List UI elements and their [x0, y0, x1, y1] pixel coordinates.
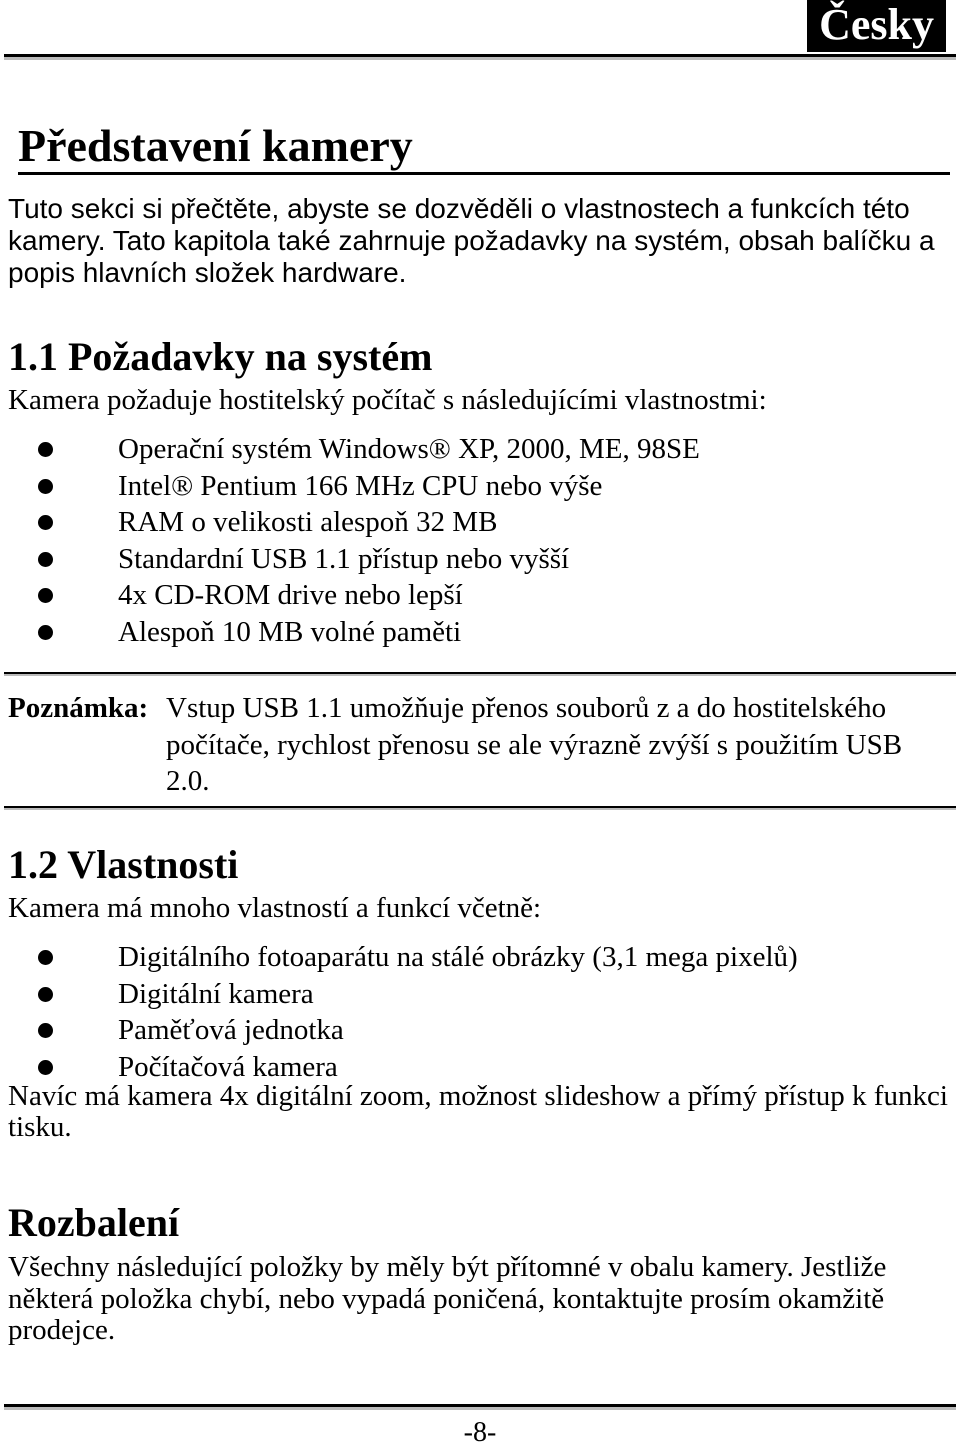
feature-text: Paměťová jednotka: [118, 1014, 344, 1046]
features-heading: 1.2 Vlastnosti: [8, 842, 239, 887]
features-list: [8, 939, 950, 1085]
feature-text: Digitálního fotoaparátu na stálé obrázky (3,1 mega pixelů): [118, 941, 798, 973]
unpacking-section: [8, 1200, 950, 1347]
requirements-list: [8, 431, 950, 650]
bullet-icon: [38, 442, 53, 457]
language-badge: Česky: [807, 0, 946, 52]
requirement-text: RAM o velikosti alespoň 32 MB: [118, 506, 498, 538]
list-item: [8, 504, 950, 541]
features-lead: Kamera má mnoho vlastností a funkcí včetně:: [8, 892, 542, 924]
list-item: [8, 577, 950, 614]
bullet-icon: [38, 625, 53, 640]
requirement-text: Operační systém Windows® XP, 2000, ME, 98SE: [118, 433, 700, 465]
bullet-icon: [38, 1023, 53, 1038]
requirements-section: [8, 334, 950, 650]
note-label: Poznámka:: [8, 692, 149, 724]
feature-text: Počítačová kamera: [118, 1050, 338, 1083]
bullet-icon: [38, 479, 53, 494]
list-item: [8, 541, 950, 578]
requirement-text: 4x CD-ROM drive nebo lepší: [118, 579, 463, 611]
features-extra: Navíc má kamera 4x digitální zoom, možnost slideshow a přímý přístup k funkci tisku.: [8, 1080, 948, 1143]
header-rule: [4, 54, 956, 57]
list-item: [8, 1012, 950, 1049]
unpacking-title: Rozbalení: [8, 1200, 180, 1245]
bullet-icon: [38, 588, 53, 603]
note-text: Vstup USB 1.1 umožňuje přenos souborů z a do hostitelského počítače, rychlost přenosu se ale výrazně zvýší s použitím USB 2.0.: [166, 692, 903, 797]
list-item: [8, 976, 950, 1013]
requirement-text: Standardní USB 1.1 přístup nebo vyšší: [118, 542, 570, 575]
requirement-text: Alespoň 10 MB volné paměti: [118, 615, 462, 648]
bullet-icon: [38, 515, 53, 530]
bullet-icon: [38, 987, 53, 1002]
intro-paragraph: Tuto sekci si přečtěte, abyste se dozvěděli o vlastnostech a funkcích této kamery. Tato kapitola také zahrnuje požadavky na systém, obsah balíčku a popis hlavních složek hardware.: [8, 193, 935, 288]
requirement-text: Intel® Pentium 166 MHz CPU nebo výše: [118, 469, 603, 502]
list-item: [8, 468, 950, 505]
bullet-icon: [38, 552, 53, 567]
requirements-heading: 1.1 Požadavky na systém: [8, 334, 433, 379]
bullet-icon: [38, 1060, 53, 1075]
unpacking-paragraph: Všechny následující položky by měly být přítomné v obalu kamery. Jestliže některá položka chybí, nebo vypadá poničená, kontaktujte prosím okamžitě prodejce.: [8, 1251, 887, 1346]
note-box: [8, 690, 952, 800]
chapter-title: Představení kamery: [18, 120, 413, 171]
list-item: [8, 1049, 950, 1086]
list-item: [8, 614, 950, 651]
note-top-rule: [4, 672, 956, 674]
footer-rule: [4, 1404, 956, 1407]
list-item: [8, 939, 950, 976]
feature-text: Digitální kamera: [118, 977, 314, 1010]
chapter-title-underline: [18, 172, 950, 175]
requirements-lead: Kamera požaduje hostitelský počítač s následujícími vlastnostmi:: [8, 384, 767, 416]
bullet-icon: [38, 950, 53, 965]
list-item: [8, 431, 950, 468]
note-bottom-rule: [4, 806, 956, 808]
page-number: -8-: [463, 1417, 497, 1448]
features-section: [8, 842, 950, 1143]
